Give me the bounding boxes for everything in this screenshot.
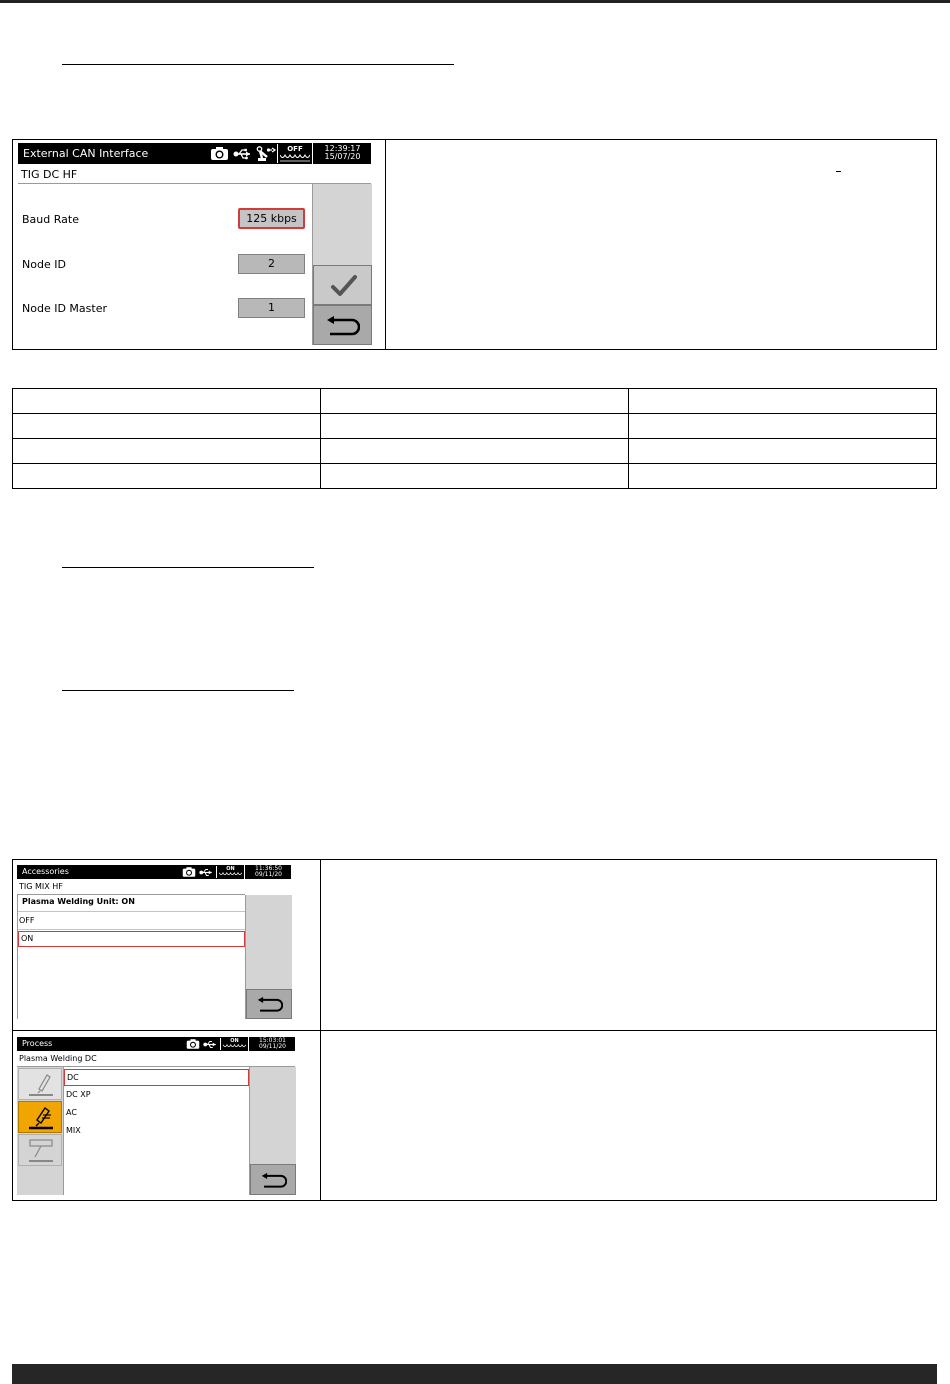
water-cooler-icon (219, 872, 242, 878)
mode-label: Plasma Welding DC (19, 1054, 97, 1063)
back-icon (257, 996, 283, 1013)
water-cooler-icon (223, 1044, 246, 1050)
cooler-status (216, 866, 244, 878)
cooler-status-label: ON (230, 1038, 239, 1044)
can-robot-icon (256, 145, 276, 162)
can-interface-screen (18, 143, 371, 345)
list-divider (17, 911, 245, 912)
header-divider (17, 894, 245, 895)
option-ac[interactable]: AC (66, 1108, 77, 1117)
option-dc-xp[interactable]: DC XP (66, 1090, 91, 1099)
option-off[interactable]: OFF (19, 916, 35, 925)
datetime (312, 143, 372, 164)
table-row-divider-3 (13, 463, 936, 464)
usb-icon (203, 1040, 218, 1049)
back-button[interactable] (250, 1164, 296, 1195)
option-on[interactable]: ON (18, 931, 245, 947)
node-id-master-label: Node ID Master (22, 302, 107, 315)
list-border (63, 1067, 64, 1195)
time: 12:39:17 (324, 144, 361, 153)
screen-sidebar (249, 1067, 296, 1195)
back-icon (326, 315, 360, 337)
check-icon (330, 274, 358, 298)
cooler-status-label: ON (226, 866, 235, 872)
back-button[interactable] (313, 305, 372, 345)
plasma-table (12, 859, 937, 1201)
mig-process-button[interactable] (18, 1134, 62, 1166)
back-button[interactable] (246, 989, 292, 1019)
confirm-button[interactable] (313, 265, 372, 305)
accessory-header: Plasma Welding Unit: ON (22, 897, 135, 906)
heading-underline-2 (62, 567, 314, 568)
water-cooler-icon (280, 154, 310, 162)
datetime (248, 1037, 296, 1051)
camera-icon (186, 1038, 200, 1050)
camera-icon (182, 866, 196, 878)
mig-torch-icon (27, 1138, 55, 1163)
list-border (17, 895, 18, 1019)
option-mix[interactable]: MIX (66, 1126, 81, 1135)
node-id-master-field[interactable]: 1 (238, 298, 305, 318)
dash-mark (836, 171, 841, 172)
node-id-label: Node ID (22, 258, 66, 271)
date: 09/11/20 (259, 1043, 286, 1051)
camera-icon (210, 146, 229, 161)
screen-sidebar (245, 895, 292, 1019)
tig-torch-icon (27, 1072, 55, 1097)
time: 11:36:50 (255, 865, 282, 872)
cooler-status (220, 1038, 248, 1050)
screen-title-bar (17, 1037, 295, 1051)
accessories-screen (17, 865, 291, 1019)
heading-underline-3 (62, 690, 294, 691)
screen-title: Accessories (22, 867, 69, 876)
plasma-torch-icon (27, 1105, 55, 1130)
table-row-divider (13, 1030, 936, 1031)
table-row-divider-2 (13, 438, 936, 439)
screen-title: Process (22, 1039, 53, 1048)
top-rule (0, 0, 950, 3)
heading-underline-1 (62, 64, 454, 65)
tig-process-button[interactable] (18, 1068, 62, 1100)
baud-rate-label: Baud Rate (22, 213, 79, 226)
parameter-table (12, 388, 937, 489)
time: 15:03:01 (259, 1037, 286, 1044)
cooler-status (277, 144, 312, 163)
screen-title-bar (18, 143, 371, 164)
node-id-field[interactable]: 2 (238, 254, 305, 274)
can-interface-table (12, 139, 937, 350)
table-row-divider-1 (13, 413, 936, 414)
usb-icon (199, 868, 214, 877)
usb-icon (233, 148, 253, 160)
list-divider (17, 929, 245, 930)
footer-bar (12, 1364, 937, 1384)
datetime (244, 865, 292, 879)
screen-title: External CAN Interface (23, 147, 149, 160)
screen-title-bar (17, 865, 291, 879)
screen-sidebar (312, 184, 372, 345)
baud-rate-field[interactable]: 125 kbps (238, 208, 305, 229)
table-divider (385, 140, 386, 349)
date: 09/11/20 (255, 871, 282, 879)
option-dc[interactable]: DC (64, 1069, 249, 1086)
back-icon (261, 1172, 287, 1189)
process-screen (17, 1037, 295, 1195)
mode-label: TIG MIX HF (19, 882, 63, 891)
plasma-process-button[interactable] (18, 1101, 62, 1133)
mode-label: TIG DC HF (21, 168, 78, 181)
date: 15/07/20 (324, 152, 361, 162)
process-icon-column (17, 1067, 63, 1195)
cooler-status-label: OFF (287, 145, 303, 153)
